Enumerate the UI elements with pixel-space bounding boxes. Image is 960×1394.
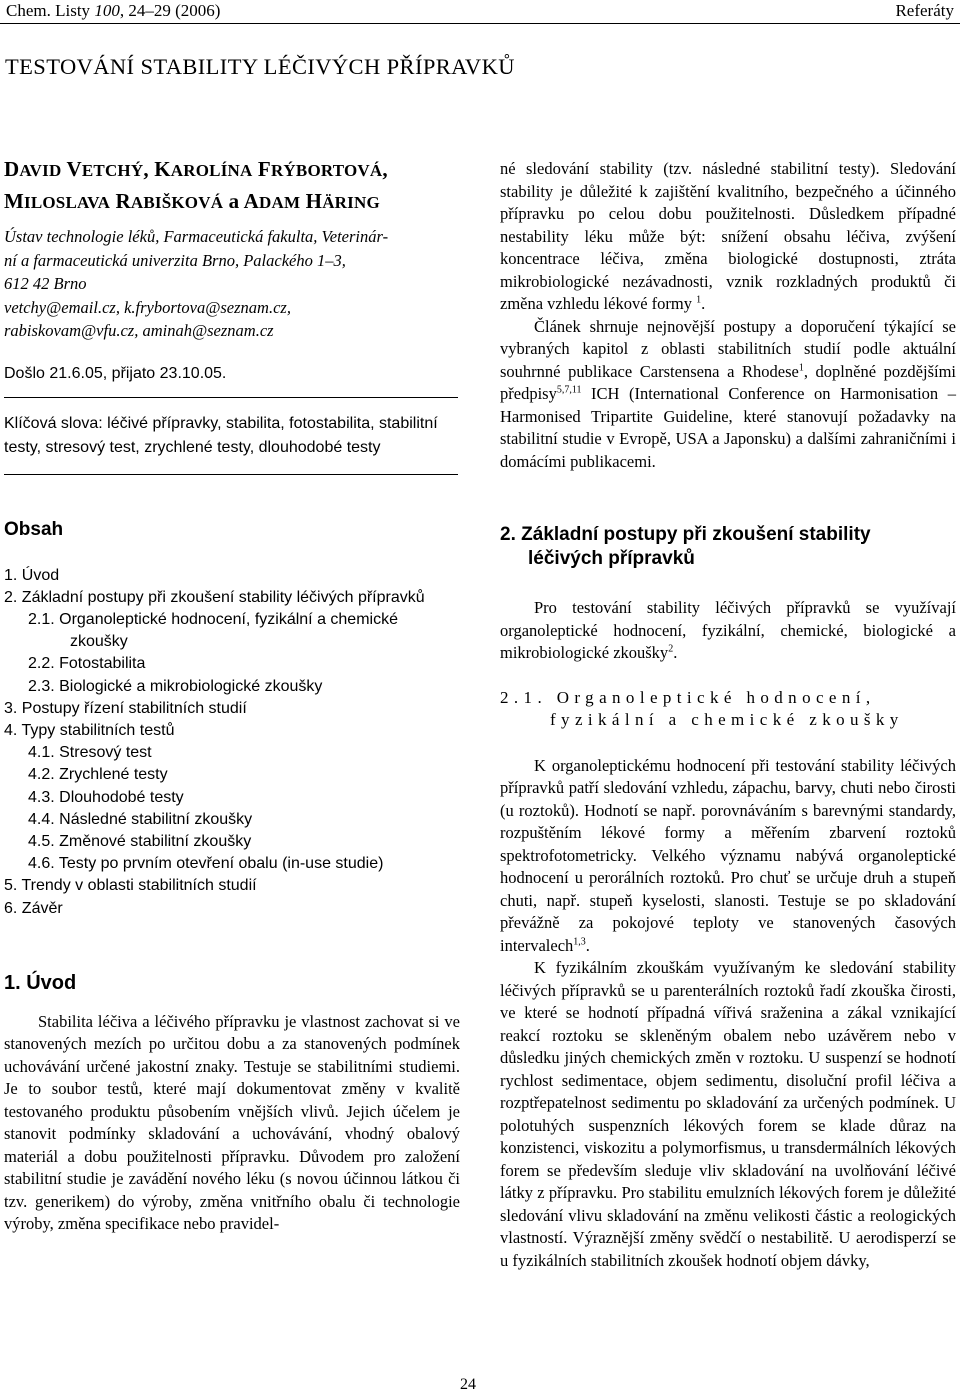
journal-pages: , 24–29 (2006) [119, 1, 221, 20]
page-number: 24 [460, 1376, 476, 1393]
article-scope-paragraph: Článek shrnuje nejnovější postupy a doporučení týkající se vybraných kapitol z oblasti stabilitních studií podle aktuální souhrnné publikace Carstensena a Rhodese$^1$, doplněné pozdějšími předpisy$^{5,7,11}$ ICH (International Conference on Harmonisation – Harmonised Tripartite Guideline, které stanovují požadavky na stabilitní studie v Evropě, USA a Japonsku) a dalšími zahraničními i domácími publikacemi. [500, 316, 957, 471]
section-heading-basic-procedures: 2. Základní postupy při zkoušení stability léčivých přípravků [500, 524, 871, 569]
toc-item[interactable]: 4.1. Stresový test [28, 744, 152, 762]
physical-tests-paragraph: K fyzikálním zkouškám využívaným ke sledování stability léčivých přípravků se u parenterálních roztoků řadí zkouška čirosti, ve které se hodnotí případná vířivá sraženina a zákal vznikající reakcí roztoku se skleněným obalem nebo uzávěrem nebo v důsledku jiných chemických změn v roztoku. U suspenzí se hodnotí rychlost sedimentace, objem sedimentu, disoluční profil léčiva a rozptřepatelnost sedimentu po skladování za určených podmínek. U polotuhých suspenzních lékových forem se klade důraz na konzistenci, viskozitu a polymorfismus, u transdermálních lékových forem se především sleduje vliv skladování na uvolňování léčivé látky z přípravku. Pro stabilitu emulzních lékových forem je důležité sledování vlivu skladování na změnu velikosti částic a reologických vlastností. Výraznější změny svědčí o nestabilitě. U aerodisperzí se u fyzikálních stabilitních zkoušek hodnotí objem dávky, [500, 958, 956, 1270]
keywords: Klíčová slova: léčivé přípravky, stabilita, fotostabilita, stabilitní testy, stresový test, zrychlené testy, dlouhodobé testy [4, 414, 438, 456]
article-title: TESTOVÁNÍ STABILITY LÉČIVÝCH PŘÍPRAVKŮ [5, 54, 515, 79]
section-label: Referáty [895, 1, 954, 20]
toc-item[interactable]: 2.3. Biologické a mikrobiologické zkoušky [28, 677, 323, 695]
author-emails-2[interactable]: rabiskovam@vfu.cz, aminah@seznam.cz [4, 321, 274, 340]
toc-item[interactable]: 2. Základní postupy při zkoušení stability léčivých přípravků [4, 588, 425, 606]
toc-item[interactable]: 4.6. Testy po prvním otevření obalu (in-use studie) [28, 855, 384, 873]
toc-item[interactable]: 4.2. Zrychlené testy [28, 766, 168, 784]
toc-item[interactable]: 3. Postupy řízení stabilitních studií [4, 699, 247, 717]
toc-item[interactable]: 2.1. Organoleptické hodnocení, fyzikální a chemické zkoušky [28, 610, 398, 651]
toc-item[interactable]: 4.4. Následné stabilitní zkoušky [28, 810, 253, 828]
toc-item[interactable]: 4. Typy stabilitních testů [4, 721, 175, 739]
subsection-heading-organoleptic: 2.1. Organoleptické hodnocení, fyzikální a chemické zkoušky [500, 687, 904, 729]
section2-paragraph: Pro testování stability léčivých přípravků se využívají organoleptické hodnocení, fyzikální, chemické, biologické a mikrobiologické zkoušky$^2$. [500, 598, 956, 662]
section-heading-intro: 1. Úvod [4, 971, 77, 994]
right-column [500, 158, 956, 1272]
journal-name: Chem. Listy [6, 1, 95, 20]
toc-item[interactable]: 5. Trendy v oblasti stabilitních studií [4, 877, 257, 895]
journal-volume: 100 [94, 1, 120, 20]
divider [4, 474, 458, 475]
toc-item[interactable]: 6. Závěr [4, 899, 63, 917]
running-header [0, 0, 960, 24]
toc-item[interactable]: 1. Úvod [4, 566, 60, 584]
received-dates: Došlo 21.6.05, přijato 23.10.05. [4, 364, 227, 382]
toc-item[interactable]: 2.2. Fotostabilita [28, 655, 146, 673]
toc-item[interactable]: 4.3. Dlouhodobé testy [28, 788, 184, 806]
table-of-contents [4, 565, 460, 920]
affiliation: Ústav technologie léků, Farmaceutická fakulta, Veterinár- ní a farmaceutická univerzita Brno, Palackého 1–3, 612 42 Brno vetchy@email.cz, k.frybortova@seznam.cz, rabiskovam@vfu.cz, aminah@seznam.cz [4, 227, 389, 340]
intro-paragraph-continued: né sledování stability (tzv. následné stabilitní testy). Sledování stability je důležité k zajištění kvalitního, bezpečného a účinného přípravku po celou dobu použitelnosti. Důsledkem případné nestability léku může být: snížení obsahu léčiva, zvýšení koncentrace léčiva, změna biologické dostupnosti, ztráta mikrobiologické nezávadnosti, vznik rozkladných produktů či změna vzhledu lékové formy $^1$. [500, 159, 956, 313]
toc-item[interactable]: 4.5. Změnové stabilitní zkoušky [28, 832, 252, 850]
left-column [4, 150, 460, 1236]
organoleptic-paragraph: K organoleptickému hodnocení při testování stability léčivých přípravků patří sledování vzhledu, zápachu, barvy, chuti nebo čirosti (u roztoků). Hodnotí se např. porovnáváním s barevnými standardy, rozpuštěním lékové formy a měřením zbarvení roztoků spektrofotometricky. Velkého významu nabývá organoleptické hodnocení u perorálních roztoků. Pro chuť se určuje druh a stupeň chuti, např. stupeň kyselosti, slanosti. Testuje se po skladování převážně za pokojové teploty ve stanovených časových intervalech$^{1,3}$. [500, 755, 956, 955]
journal-citation [6, 0, 220, 21]
intro-paragraph: Stabilita léčiva a léčivého přípravku je vlastnost zachovat si ve stanovených mezích po určitou dobu a za stanovených podmínek uchovávání určené jakostní znaky. Testuje se stabilitními studiemi. Je to soubor testů, které mají dokumentovat změny v kvalitě testovaného produktu působením vnějších vlivů. Jejich účelem je stanovit podmínky skladování a uchovávání, vhodný obalový materiál a dobu použitelnosti přípravku. Důvodem pro založení stabilitní studie je zavádění nového léku (s novou účinnou látkou či tzv. generikem) do výroby, změna vnitřního obalu či technologie výroby, změna specifikace nebo pravidel- [4, 1011, 460, 1234]
toc-heading: Obsah [4, 518, 64, 540]
author-list: DAVID VETCHÝ, KAROLÍNA FRÝBORTOVÁ, MILOSLAVA RABIŠKOVÁ a ADAM HÄRING [4, 157, 388, 213]
author-emails[interactable]: vetchy@email.cz, k.frybortova@seznam.cz, [4, 297, 291, 317]
